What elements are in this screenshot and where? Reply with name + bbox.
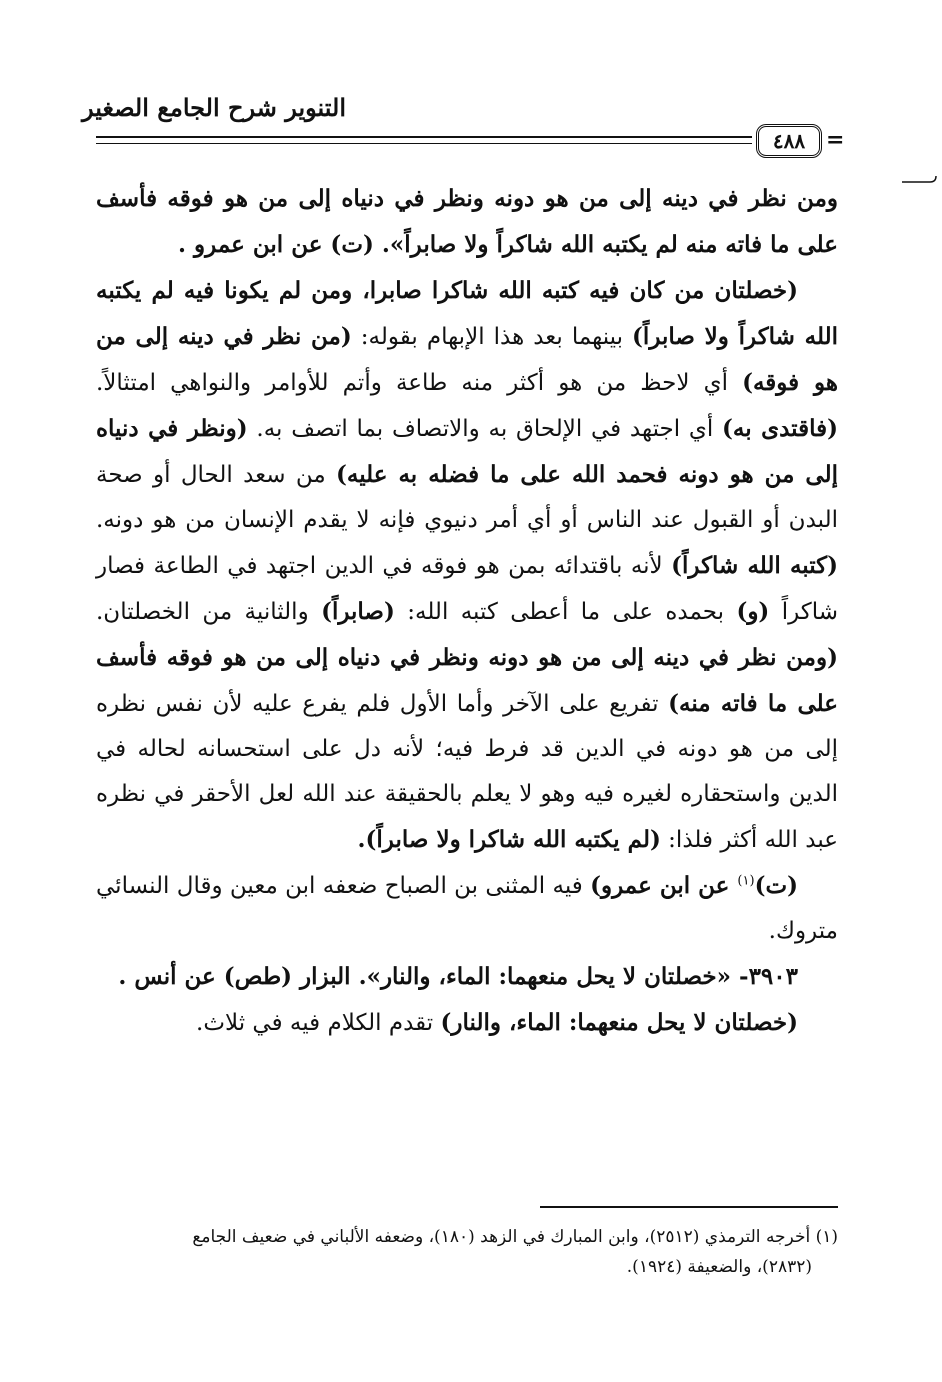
quoted-text: (ومن نظر في دينه إلى من هو دونه ونظر في دنياه إلى من هو فوقه فأسف على ما فاته منه) <box>96 644 839 717</box>
quoted-text: (لم يكتبه الله شاكرا ولا صابراً). <box>357 826 661 853</box>
commentary-text: لأنه باقتدائه بمن هو فوقه في الدين اجتهد في الطاعة فصار شاكراً <box>96 553 839 625</box>
paragraph-hadith-continuation <box>96 176 838 268</box>
commentary-text: أي لاحظ من هو أكثر منه طاعة وأتم للأوامر والنواهي امتثالاً. <box>96 370 743 396</box>
quoted-text: (فاقتدى به) <box>722 415 838 442</box>
header-rule-top <box>96 136 752 138</box>
quoted-text: (كتبه الله شاكراً) <box>671 552 839 579</box>
commentary-text: بحمده على ما أعطى كتبه الله: <box>394 599 737 625</box>
footnote-1-line-2: (٢٨٣٢)، والضعيفة (١٩٢٤). <box>626 1257 812 1277</box>
quoted-text: (و) <box>736 598 770 625</box>
page-number-box: ٤٨٨ <box>756 124 822 158</box>
running-title: التنوير شرح الجامع الصغير <box>82 93 346 122</box>
commentary-text: والثانية من الخصلتان. <box>96 599 322 625</box>
paragraph-commentary <box>96 268 838 863</box>
margin-mark-icon <box>900 168 940 208</box>
quoted-text: (خصلتان لا يحل منعهما: الماء، والنار) <box>440 1009 798 1036</box>
quoted-text: (ت) <box>754 872 798 899</box>
hadith-source: (ت) عن ابن عمرو . <box>178 231 382 258</box>
paragraph-source-note <box>96 863 838 954</box>
commentary-text: من سعد الحال أو صحة البدن أو القبول عند الناس أو أي أمر دنيوي فإنه لا يقدم الإنسان من هو دونه. <box>96 462 838 533</box>
hadith-text: ومن نظر في دينه إلى من هو دونه ونظر في دنياه إلى من هو فوقه فأسف على ما فاته منه لم يكتبه الله شاكراً ولا صابراً». <box>96 185 838 258</box>
footnote-rule <box>540 1206 838 1208</box>
paragraph-hadith-3903 <box>96 954 838 1000</box>
footnote-1-line-1: (١) أخرجه الترمذي (٢٥١٢)، وابن المبارك في الزهد (١٨٠)، وضعفه الألباني في ضعيف الجامع <box>192 1227 838 1247</box>
main-text <box>96 176 838 1046</box>
hadith-text: ٣٩٠٣- «خصلتان لا يحل منعهما: الماء، والنار». البزار (طص) عن أنس . <box>118 963 798 990</box>
header-rule-bottom <box>96 143 752 144</box>
quoted-text: عن ابن عمرو) <box>590 872 738 899</box>
commentary-text: تقدم الكلام فيه في ثلاث. <box>196 1010 441 1036</box>
footnote-ref: (١) <box>737 873 755 889</box>
paragraph-commentary-3903 <box>96 1000 838 1046</box>
quoted-text: (خصلتان من كان فيه كتبه الله شاكرا صابرا، ومن لم يكونا فيه لم يكتبه الله شاكراً ولا صابراً) <box>96 277 838 350</box>
commentary-text: بينهما بعد هذا الإبهام بقوله: <box>351 324 633 350</box>
quoted-text: (صابراً) <box>321 598 395 625</box>
quoted-text: (ونظر في دنياه إلى من هو دونه فحمد الله على ما فضله به عليه) <box>96 415 839 488</box>
commentary-text: أي اجتهد في الإلحاق به والاتصاف بما اتصف به. <box>247 416 723 442</box>
commentary-text: تفريع على الآخر وأما الأول فلم يفرع عليه لأن نفس نظره إلى من هو دونه في الدين قد فرط فيه؛ لأنه دل على استحسانه لحاله في الدين واستحقاره لغيره فيه وهو لا يعلم بالحقيقة عند الله لعل الأحقر في نظره عبد الله أكثر فلذا: <box>96 691 838 853</box>
quoted-text: (من نظر في دينه إلى من هو فوقه) <box>96 323 838 396</box>
commentary-text: فيه المثنى بن الصباح ضعفه ابن معين وقال النسائي متروك. <box>96 873 838 944</box>
footnotes <box>96 1222 838 1282</box>
page-number-tick: = <box>826 127 845 153</box>
